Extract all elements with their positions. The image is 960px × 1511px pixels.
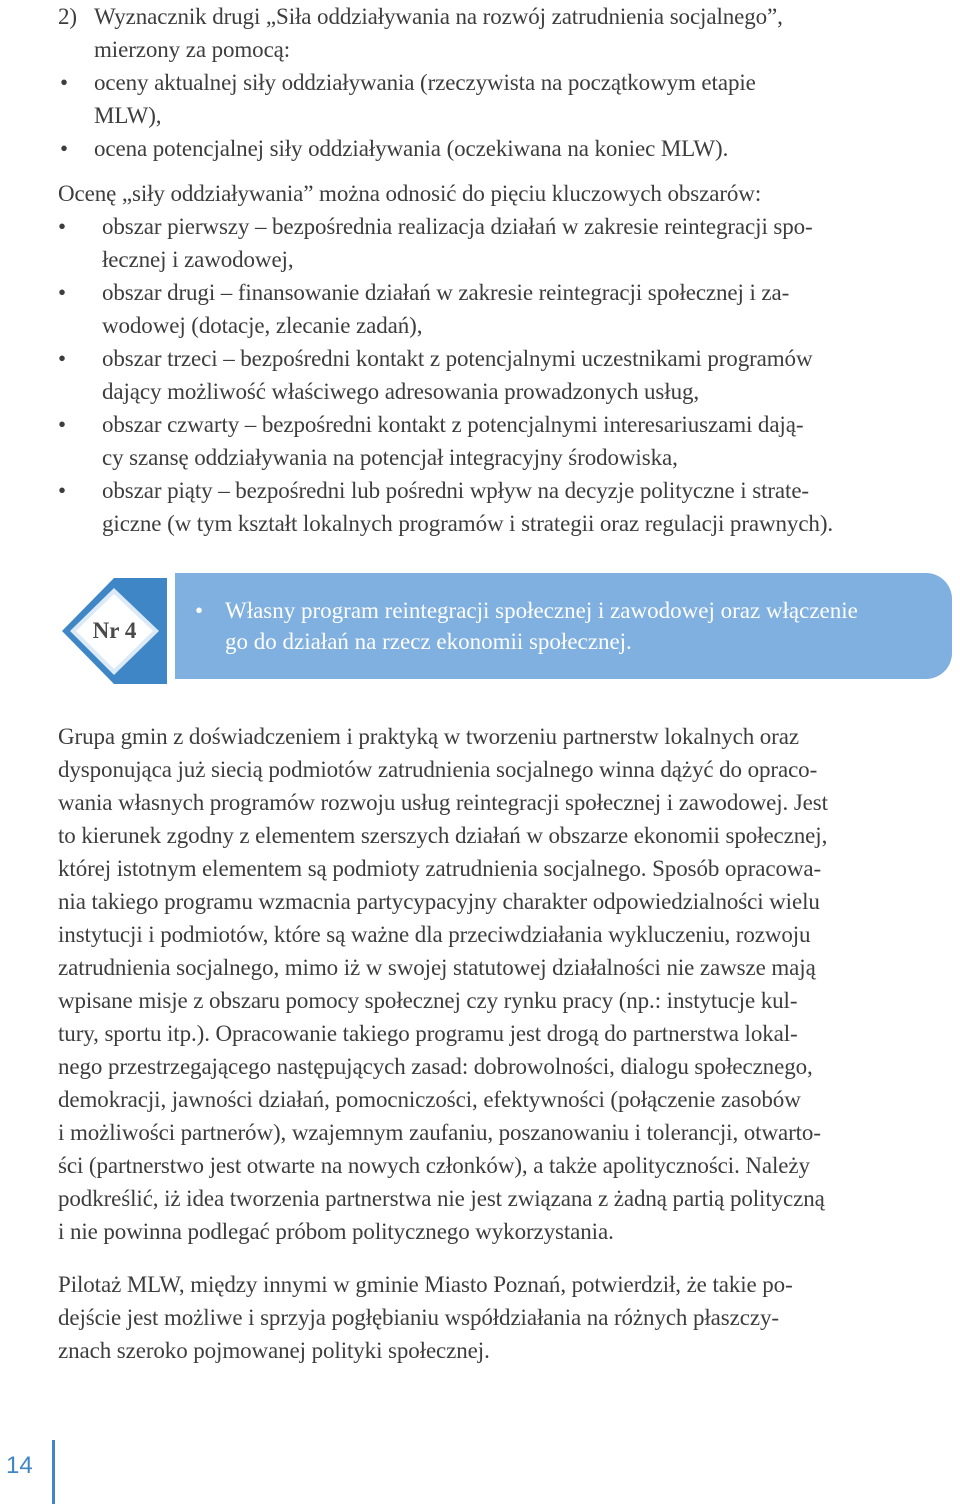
paragraph-line: Grupa gmin z doświadczeniem i praktyką w tworzeniu partnerstw lokalnych oraz [58, 724, 799, 749]
list-item-text: dający możliwość właściwego adresowania prowadzonych usług, [102, 379, 700, 404]
bullet-icon: • [58, 214, 66, 239]
paragraph-line: i nie powinna podlegać próbom politycznego wykorzystania. [58, 1219, 614, 1244]
list-item-text: wodowej (dotacje, zlecanie zadań), [102, 313, 423, 338]
list-item-text: obszar pierwszy – bezpośrednia realizacja działań w zakresie reintegracji spo- [102, 214, 813, 239]
callout-text [195, 595, 940, 657]
bullet-icon: • [58, 346, 66, 371]
list-item [58, 132, 950, 165]
paragraph-line: Pilotaż MLW, między innymi w gminie Miasto Poznań, potwierdził, że takie po- [58, 1272, 793, 1297]
paragraph-line: tury, sportu itp.). Opracowanie takiego programu jest drogą do partnerstwa lokal- [58, 1021, 798, 1046]
paragraph-line: demokracji, jawności działań, pomocniczości, efektywności (połączenie zasobów [58, 1087, 801, 1112]
paragraph-line: nego przestrzegającego następujących zasad: dobrowolności, dialogu społecznego, [58, 1054, 813, 1079]
callout-box [175, 573, 952, 679]
bullet-icon: • [58, 478, 66, 503]
paragraph-line: znach szeroko pojmowanej polityki społecznej. [58, 1338, 490, 1363]
heading-line: Wyznacznik drugi „Siła oddziaływania na rozwój zatrudnienia socjalnego”, [94, 4, 783, 29]
paragraph [58, 720, 951, 1248]
bullet-icon: • [58, 412, 66, 437]
paragraph-line: podkreślić, iż idea tworzenia partnerstwa nie jest związana z żadną partią polityczną [58, 1186, 825, 1211]
page-number-divider [52, 1440, 55, 1504]
page-number: 14 [6, 1452, 33, 1479]
number-badge [62, 578, 167, 684]
list-item [58, 474, 950, 540]
paragraph-line: zatrudnienia socjalnego, mimo iż w swojej statutowej działalności nie zawsze mają [58, 955, 816, 980]
badge-label: Nr 4 [92, 618, 137, 643]
areas-list [58, 210, 950, 540]
areas-intro: Ocenę „siły oddziaływania” można odnosić do pięciu kluczowych obszarów: [58, 181, 762, 206]
paragraph-line: wania własnych programów rozwoju usług reintegracji społecznej i zawodowej. Jest [58, 790, 828, 815]
list-item-text: obszar trzeci – bezpośredni kontakt z potencjalnymi uczestnikami programów [102, 346, 813, 371]
bullet-icon: • [60, 70, 68, 95]
list-item-text: łecznej i zawodowej, [102, 247, 294, 272]
paragraph-line: wpisane misje z obszaru pomocy społecznej czy rynku pracy (np.: instytucje kul- [58, 988, 798, 1013]
list-item-text: obszar piąty – bezpośredni lub pośredni wpływ na decyzje polityczne i strate- [102, 478, 809, 503]
paragraph [58, 1268, 951, 1367]
section-2-heading [58, 0, 950, 66]
list-item-text: giczne (w tym kształt lokalnych programów i strategii oraz regulacji prawnych). [102, 511, 834, 536]
paragraph-line: dejście jest możliwe i sprzyja pogłębianiu współdziałania na różnych płaszczy- [58, 1305, 779, 1330]
heading-line: mierzony za pomocą: [94, 37, 291, 62]
list-item [58, 342, 950, 408]
list-item-text: cy szansę oddziaływania na potencjał integracyjny środowiska, [102, 445, 678, 470]
list-item-text: ocena potencjalnej siły oddziaływania (oczekiwana na koniec MLW). [94, 136, 729, 161]
list-item [58, 210, 950, 276]
paragraph-line: instytucji i podmiotów, które są ważne dla przeciwdziałania wykluczeniu, rozwoju [58, 922, 811, 947]
list-item [58, 66, 950, 132]
paragraph-line: dysponująca już siecią podmiotów zatrudnienia socjalnego winna dążyć do opraco- [58, 757, 818, 782]
callout-line: Własny program reintegracji społecznej i zawodowej oraz włączenie [225, 598, 858, 623]
paragraph-line: to kierunek zgodny z elementem szerszych działań w obszarze ekonomii społecznej, [58, 823, 828, 848]
section-number: 2) [58, 4, 77, 29]
list-item [58, 276, 950, 342]
section-2 [58, 0, 950, 165]
list-item-text: obszar drugi – finansowanie działań w zakresie reintegracji społecznej i za- [102, 280, 790, 305]
bullet-icon: • [60, 136, 68, 161]
list-item-text: obszar czwarty – bezpośredni kontakt z potencjalnymi interesariuszami dają- [102, 412, 804, 437]
paragraph-line: której istotnym elementem są podmioty zatrudnienia socjalnego. Sposób opracowa- [58, 856, 822, 881]
list-item-text: MLW), [94, 103, 162, 128]
paragraph-line: i możliwości partnerów), wzajemnym zaufaniu, poszanowaniu i tolerancji, otwarto- [58, 1120, 821, 1145]
bullet-icon: • [195, 598, 204, 623]
areas-section [58, 177, 950, 540]
measure-list [58, 66, 950, 165]
bullet-icon: • [58, 280, 66, 305]
paragraph-line: ści (partnerstwo jest otwarte na nowych członków), a także apolityczności. Należy [58, 1153, 810, 1178]
list-item-text: oceny aktualnej siły oddziaływania (rzeczywista na początkowym etapie [94, 70, 756, 95]
callout-line: go do działań na rzecz ekonomii społecznej. [225, 629, 632, 654]
paragraph-line: nia takiego programu wzmacnia partycypacyjny charakter odpowiedzialności wielu [58, 889, 820, 914]
list-item [58, 408, 950, 474]
